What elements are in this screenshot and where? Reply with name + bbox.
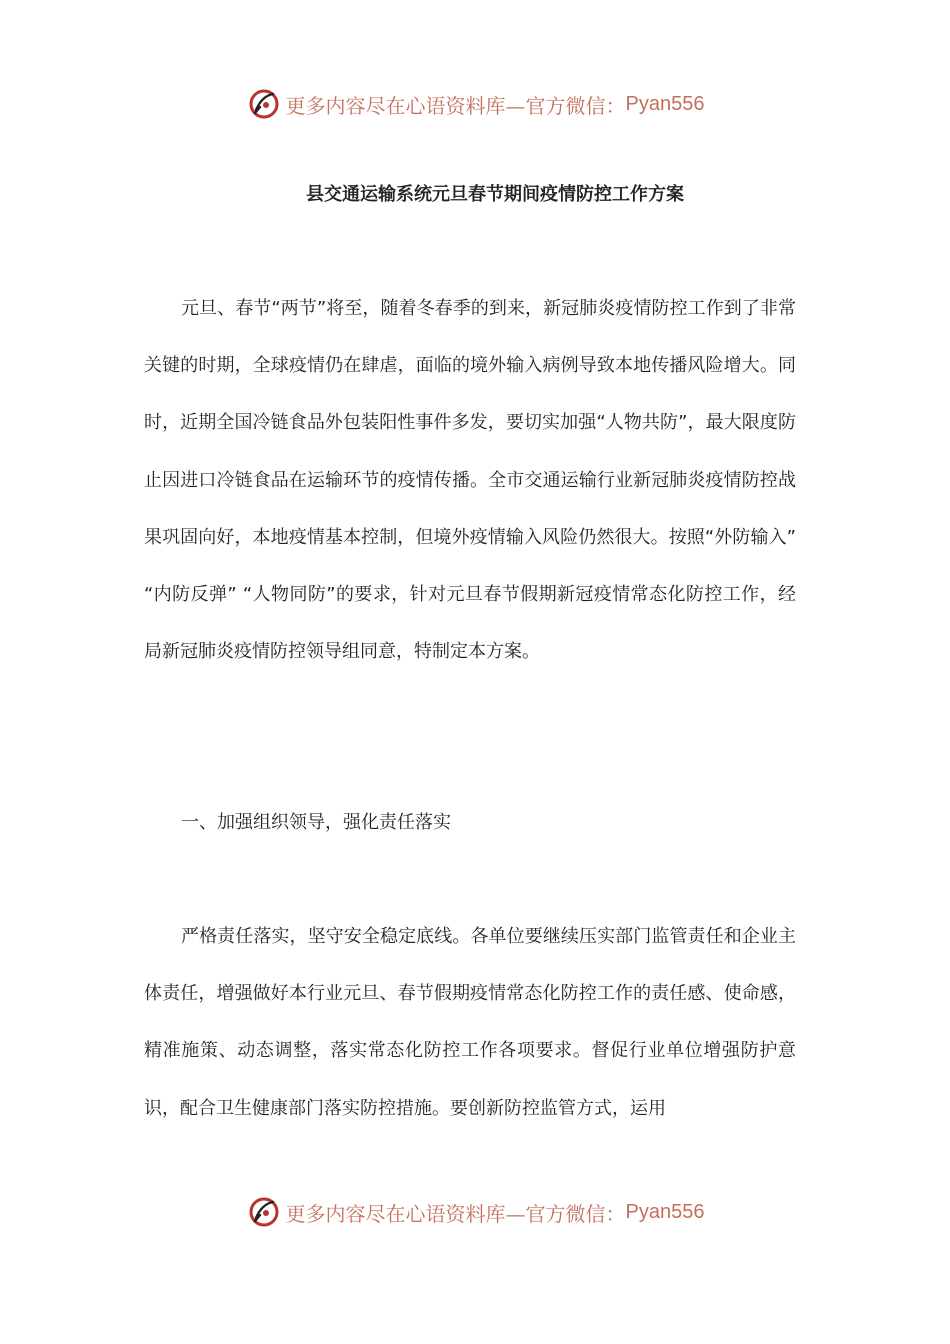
section-heading: 一、加强组织领导，强化责任落实 [181,812,451,833]
body-paragraph: 严格责任落实，坚守安全稳定底线。各单位要继续压实部门监管责任和企业主体责任，增强做好本行业元旦、春节假期疫情常态化防控工作的责任感、使命感，精准施策、动态调整，落实常态化防控工作各项要求。督促行业单位增强防护意识，配合卫生健康部门落实防控措施。要创新防控监管方式，运用 [144,926,796,1119]
intro-paragraph: 元旦、春节“两节”将至，随着冬春季的到来，新冠肺炎疫情防控工作到了非常关键的时期，全球疫情仍在肆虐，面临的境外输入病例导致本地传播风险增大。同时，近期全国冷链食品外包装阳性事件多发，要切实加强“人物共防”，最大限度防止因进口冷链食品在运输环节的疫情传播。全市交通运输行业新冠肺炎疫情防控战果巩固向好，本地疫情基本控制，但境外疫情输入风险仍然很大。按照“外防输入” “内防反弹” “人物同防”的要求，针对元旦春节假期新冠疫情常态化防控工作，经局新冠肺炎疫情防控领导组同意，特制定本方案。 [144,298,796,663]
footer-watermark-banner [0,1190,950,1234]
watermark-wechat-id: Pyan556 [625,1200,705,1223]
document-title: 县交通运输系统元旦春节期间疫情防控工作方案 [306,184,684,205]
watermark-wechat-id: Pyan556 [625,92,705,115]
header-watermark-banner [0,82,950,126]
watermark-text: 更多内容尽在心语资料库—官方微信： [285,93,626,118]
logo-icon [246,1194,282,1230]
logo-icon [246,86,282,122]
watermark-text: 更多内容尽在心语资料库—官方微信： [285,1201,626,1226]
